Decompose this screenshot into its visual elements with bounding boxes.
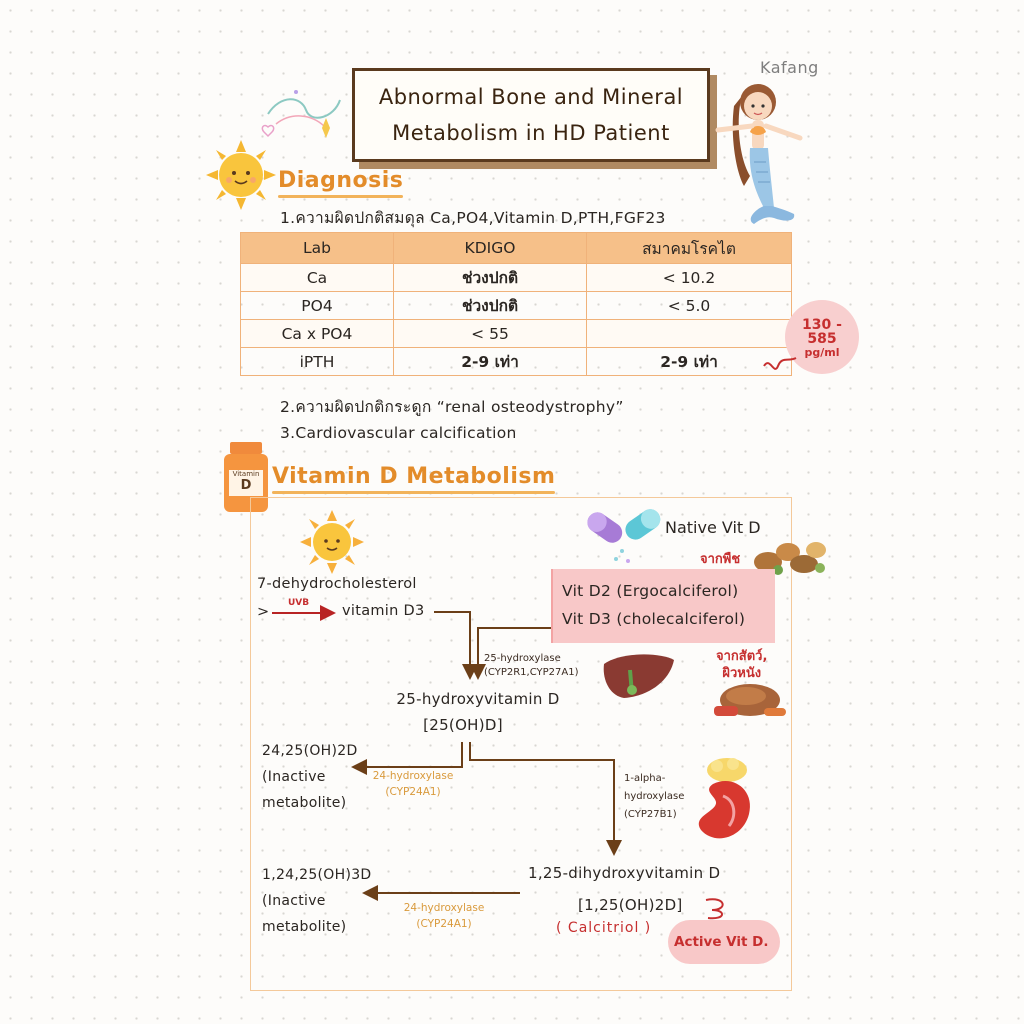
to-active-arrow [470,742,614,852]
inactive-1-name: 24,25(OH)2D [262,743,358,759]
bottle-label: Vitamin [232,470,260,478]
table-cell: ช่วงปกติ [394,292,587,320]
inactive-1-line-2: (Inactive [262,769,326,785]
table-cell: < 55 [394,320,587,348]
title-line-2: Metabolism in HD Patient [392,121,670,145]
inactive-1-line-3: metabolite) [262,795,347,811]
vit-d3-label: Vit D3 (cholecalciferol) [562,610,746,628]
vitd-heading: Vitamin D Metabolism [272,464,555,494]
dihydroxy-d-abbrev: [1,25(OH)2D] [578,896,683,914]
title-line-1: Abnormal Bone and Mineral [378,85,684,109]
diagnosis-heading: Diagnosis [278,168,403,198]
vit-d2-label: Vit D2 (Ergocalciferol) [562,582,739,600]
pth-range-line-1: 130 - [802,317,842,333]
enzyme-24a-line-1: 24-hydroxylase [372,770,454,782]
native-to-liver-arrow [478,628,551,676]
table-cell: 2-9 เท่า [587,348,792,376]
from-animals-line-2: ผิวหนัง [722,666,762,681]
hydroxylase-25-line-1: 25-hydroxylase [484,653,561,664]
enzyme-24b-line-2: (CYP24A1) [416,918,472,930]
inactive-2-line-2: (Inactive [262,893,326,909]
table-cell: ช่วงปกติ [394,264,587,292]
vitamin-d3-label: vitamin D3 [342,603,425,619]
table-cell: iPTH [241,348,394,376]
to-inactive-1-arrow [355,742,462,767]
d3-to-liver-arrow [434,612,470,676]
diagnosis-item-3: 3.Cardiovascular calcification [280,424,517,442]
table-cell: 2-9 เท่า [394,348,587,376]
from-animals-line-1: จากสัตว์, [716,649,768,664]
pth-range-line-2: 585 [807,331,837,347]
hydroxy-d-label: 25-hydroxyvitamin D [396,690,560,708]
pth-range-unit: pg/ml [804,346,840,359]
table-cell: Ca x PO4 [241,320,394,348]
enzyme-24b-line-1: 24-hydroxylase [403,902,485,914]
enzyme-24a-line-2: (CYP24A1) [385,786,441,798]
bottle-letter: D [240,478,252,493]
society-col-header: สมาคมโรคไต [587,233,792,264]
calcitriol-note: ( Calcitriol ) [556,920,652,936]
table-cell: PO4 [241,292,394,320]
diagnosis-item-1: 1.ความผิดปกติสมดุล Ca,PO4,Vitamin D,PTH,FGF23 [280,209,666,227]
table-cell: Ca [241,264,394,292]
diagnosis-item-2: 2.ความผิดปกติกระดูก “renal osteodystrophy” [280,398,624,416]
table-cell: < 5.0 [587,292,792,320]
lab-col-header: Lab [241,233,394,264]
native-vit-d-label: Native Vit D [665,518,761,537]
dihydroxy-d-label: 1,25-dihydroxyvitamin D [528,864,721,882]
precursor-label: 7-dehydrocholesterol [257,576,417,592]
alpha-line-2: hydroxylase [624,791,685,802]
hydroxy-d-abbrev: [25(OH)D] [423,716,503,734]
alpha-line-3: (CYP27B1) [624,809,677,820]
inactive-2-line-3: metabolite) [262,919,347,935]
hydroxylase-25-line-2: (CYP2R1,CYP27A1) [484,667,579,678]
inactive-2-name: 1,24,25(OH)3D [262,867,372,883]
author-name: Kafang [760,58,819,77]
table-cell: < 10.2 [587,264,792,292]
gt-symbol: > [257,604,270,620]
uvb-label: UVB [288,598,310,608]
alpha-line-1: 1-alpha- [624,773,666,784]
active-vit-d-label: Active Vit D. [674,934,769,950]
from-plants-note: จากพืช [700,552,741,567]
kdigo-col-header: KDIGO [394,233,587,264]
